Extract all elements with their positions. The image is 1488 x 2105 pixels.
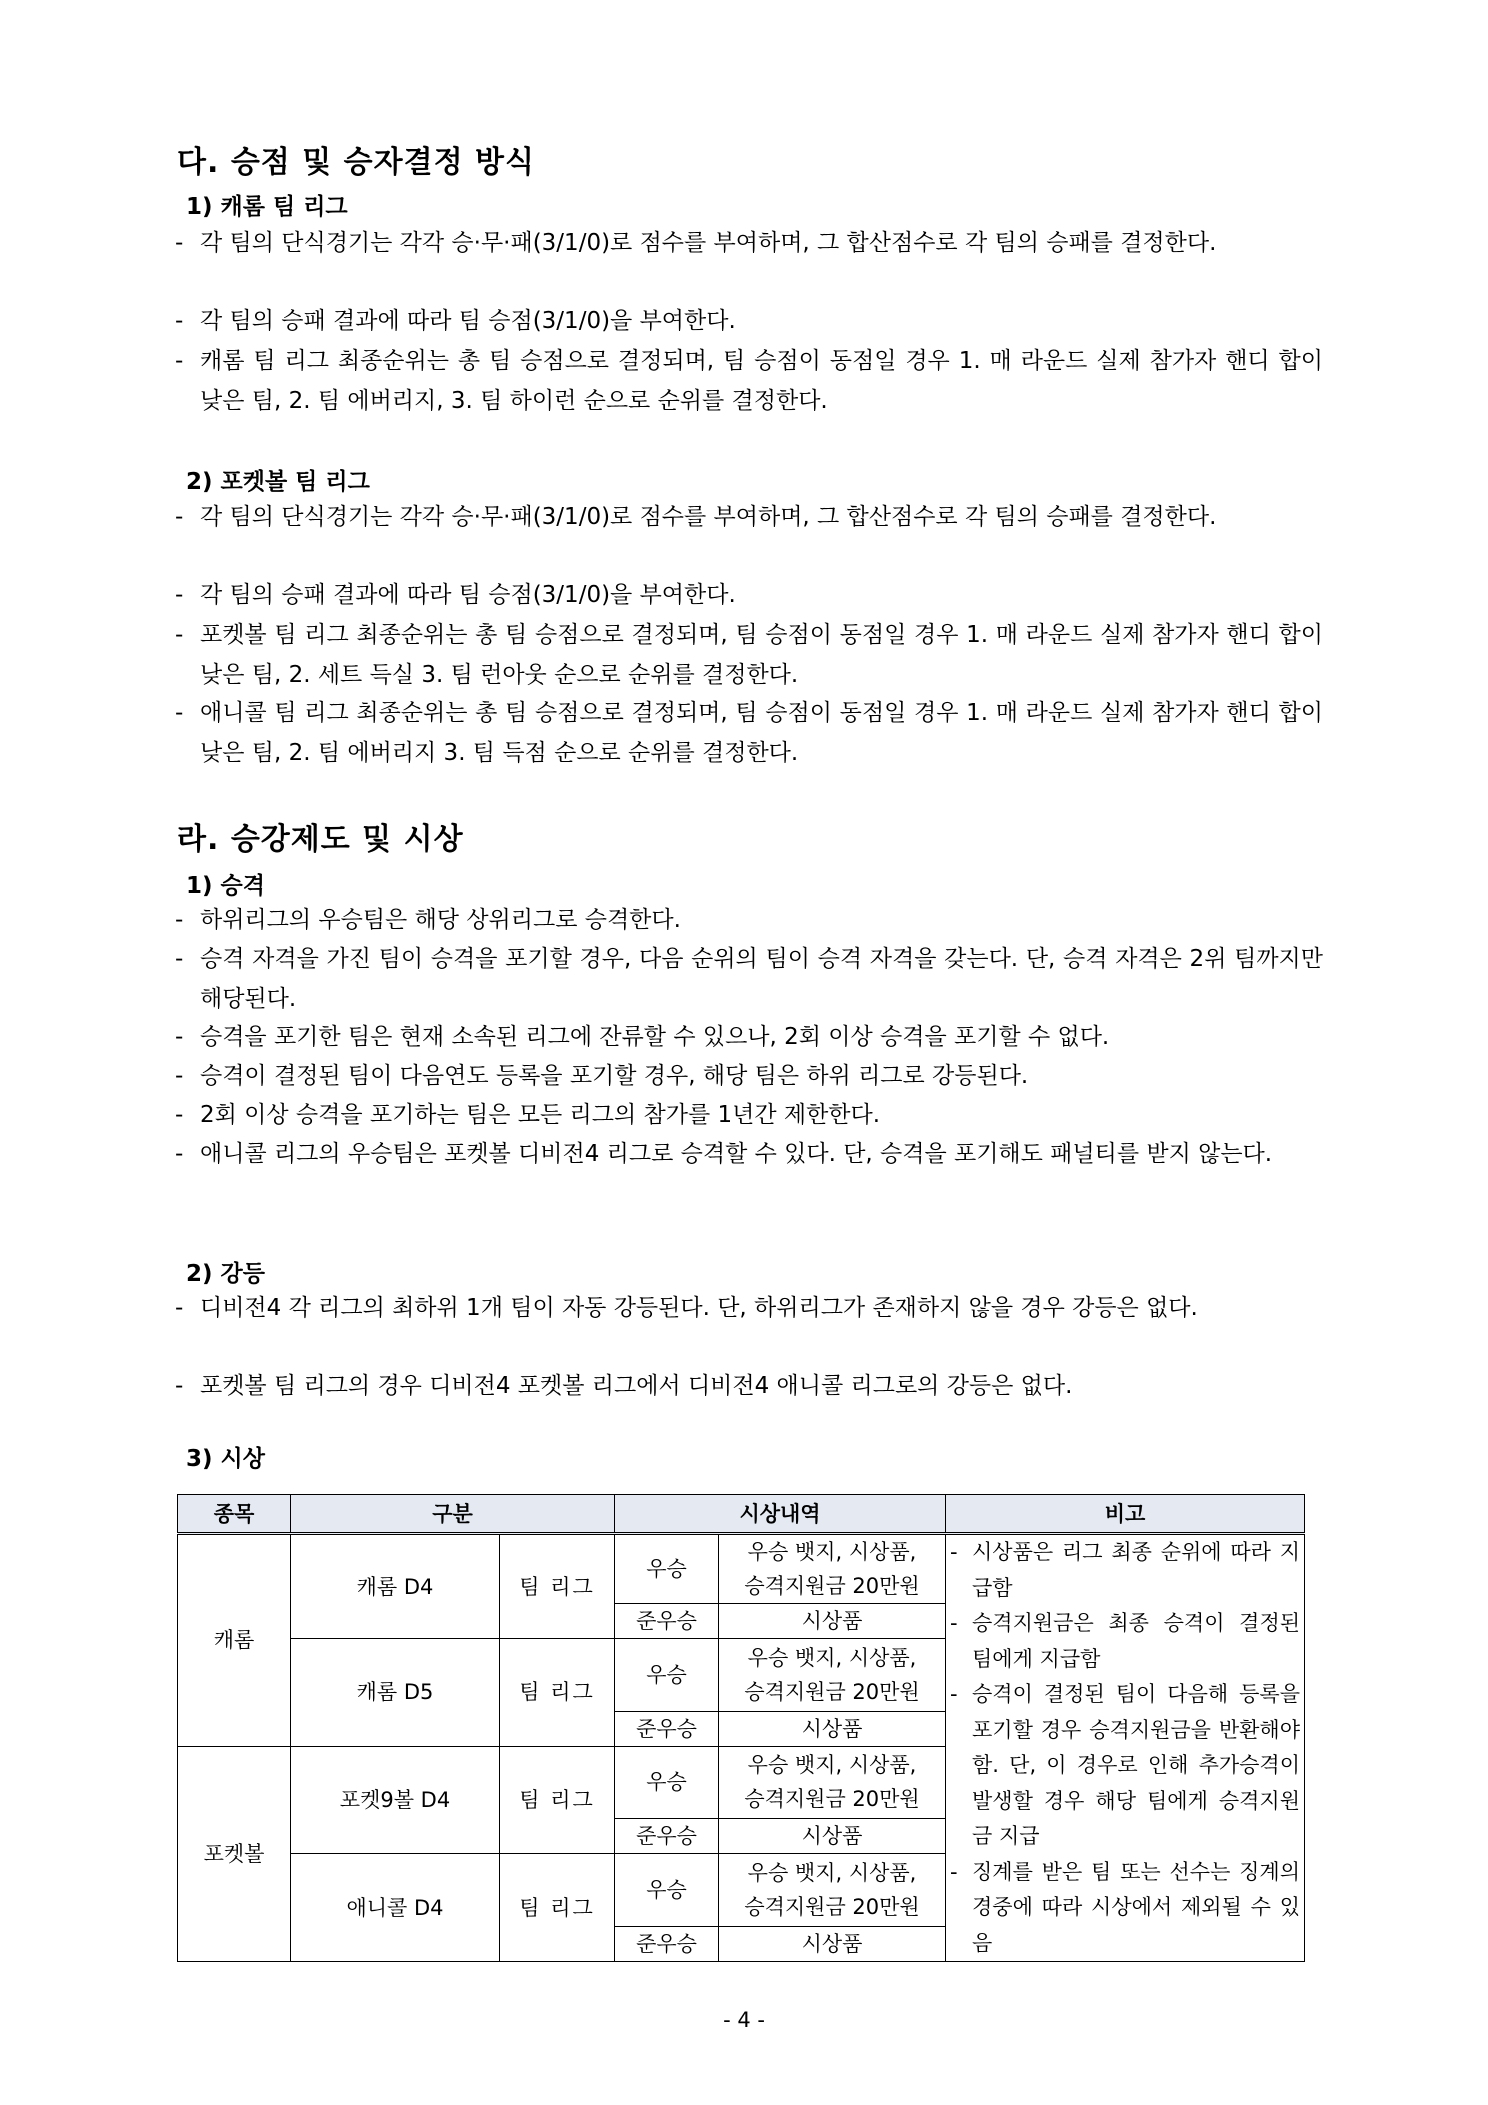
rank-cell: 준우승 (615, 1711, 719, 1746)
prize-cell: 시상품 (719, 1819, 946, 1854)
subheading-relegation: 2) 강등 (186, 1261, 265, 1287)
notes-cell (946, 1534, 1305, 1962)
category-cell: 캐롬 (178, 1534, 291, 1747)
rank-cell: 준우승 (615, 1819, 719, 1854)
rank-cell: 우승 (615, 1746, 719, 1819)
rank-cell: 우승 (615, 1534, 719, 1604)
subheading-awards: 3) 시상 (186, 1446, 265, 1472)
awards-table (177, 1494, 1305, 1962)
subheading-carom-team-league: 1) 캐롬 팀 리그 (186, 194, 348, 220)
prize-cell: 우승 뱃지, 시상품, 승격지원금 20만원 (719, 1639, 946, 1712)
list-item: - 디비전4 각 리그의 최하위 1개 팀이 자동 강등된다. 단, 하위리그가 존재하지 않을 경우 강등은 없다. (175, 1295, 1198, 1321)
list-item: - 각 팀의 승패 결과에 따라 팀 승점(3/1/0)을 부여한다. (175, 582, 736, 608)
note-item: - 승격지원금은 최종 승격이 결정된 팀에게 지급함 (950, 1611, 1301, 1671)
table-row (178, 1534, 1305, 1604)
category-cell: 포켓볼 (178, 1746, 291, 1961)
league-type-cell: 팀 리그 (500, 1746, 615, 1854)
page-number: - 4 - (723, 2008, 765, 2032)
rank-cell: 준우승 (615, 1927, 719, 1962)
prize-cell: 시상품 (719, 1604, 946, 1639)
prize-cell: 우승 뱃지, 시상품, 승격지원금 20만원 (719, 1854, 946, 1927)
list-item: - 애니콜 팀 리그 최종순위는 총 팀 승점으로 결정되며, 팀 승점이 동점일 경우 1. 매 라운드 실제 참가자 핸디 합이 낮은 팀, 2. 팀 에버리지 3. 팀 득점 순으로 순위를 결정한다. (175, 700, 1323, 766)
subheading-promotion: 1) 승격 (186, 873, 265, 899)
league-type-cell: 팀 리그 (500, 1534, 615, 1639)
column-header: 비고 (946, 1495, 1305, 1534)
list-item: - 캐롬 팀 리그 최종순위는 총 팀 승점으로 결정되며, 팀 승점이 동점일 경우 1. 매 라운드 실제 참가자 핸디 합이 낮은 팀, 2. 팀 에버리지, 3. 팀 하이런 순으로 순위를 결정한다. (175, 348, 1323, 414)
list-item: - 각 팀의 단식경기는 각각 승·무·패(3/1/0)로 점수를 부여하며, 그 합산점수로 각 팀의 승패를 결정한다. (175, 504, 1217, 530)
list-item: - 승격이 결정된 팀이 다음연도 등록을 포기할 경우, 해당 팀은 하위 리그로 강등된다. (175, 1063, 1029, 1089)
prize-cell: 우승 뱃지, 시상품, 승격지원금 20만원 (719, 1534, 946, 1604)
list-item: - 2회 이상 승격을 포기하는 팀은 모든 리그의 참가를 1년간 제한한다. (175, 1102, 881, 1128)
list-item: - 포켓볼 팀 리그 최종순위는 총 팀 승점으로 결정되며, 팀 승점이 동점일 경우 1. 매 라운드 실제 참가자 핸디 합이 낮은 팀, 2. 세트 득실 3. 팀 런아웃 순으로 순위를 결정한다. (175, 622, 1323, 688)
subheading-pocket-team-league: 2) 포켓볼 팀 리그 (186, 469, 370, 495)
list-item: - 애니콜 리그의 우승팀은 포켓볼 디비전4 리그로 승격할 수 있다. 단, 승격을 포기해도 패널티를 받지 않는다. (175, 1141, 1273, 1167)
section-title-scoring: 다. 승점 및 승자결정 방식 (177, 145, 535, 180)
rank-cell: 준우승 (615, 1604, 719, 1639)
league-name-cell: 애니콜 D4 (291, 1854, 500, 1962)
league-name-cell: 포켓9볼 D4 (291, 1746, 500, 1854)
section-title-promotion-awards: 라. 승강제도 및 시상 (177, 822, 464, 857)
league-type-cell: 팀 리그 (500, 1854, 615, 1962)
league-type-cell: 팀 리그 (500, 1639, 615, 1747)
column-header: 종목 (178, 1495, 291, 1534)
league-name-cell: 캐롬 D4 (291, 1534, 500, 1639)
prize-cell: 시상품 (719, 1927, 946, 1962)
league-name-cell: 캐롬 D5 (291, 1639, 500, 1747)
rank-cell: 우승 (615, 1639, 719, 1712)
prize-cell: 우승 뱃지, 시상품, 승격지원금 20만원 (719, 1746, 946, 1819)
list-item: - 포켓볼 팀 리그의 경우 디비전4 포켓볼 리그에서 디비전4 애니콜 리그로의 강등은 없다. (175, 1373, 1073, 1399)
prize-cell: 시상품 (719, 1711, 946, 1746)
note-item: - 시상품은 리그 최종 순위에 따라 지급함 (950, 1540, 1301, 1600)
list-item: - 하위리그의 우승팀은 해당 상위리그로 승격한다. (175, 907, 681, 933)
list-item: - 각 팀의 단식경기는 각각 승·무·패(3/1/0)로 점수를 부여하며, 그 합산점수로 각 팀의 승패를 결정한다. (175, 230, 1217, 256)
table-header-row (178, 1495, 1305, 1534)
list-item: - 승격을 포기한 팀은 현재 소속된 리그에 잔류할 수 있으나, 2회 이상 승격을 포기할 수 없다. (175, 1024, 1110, 1050)
rank-cell: 우승 (615, 1854, 719, 1927)
list-item: - 승격 자격을 가진 팀이 승격을 포기할 경우, 다음 순위의 팀이 승격 자격을 갖는다. 단, 승격 자격은 2위 팀까지만 해당된다. (175, 946, 1323, 1012)
note-item: - 징계를 받은 팀 또는 선수는 징계의 경중에 따라 시상에서 제외될 수 있음 (950, 1859, 1301, 1955)
list-item: - 각 팀의 승패 결과에 따라 팀 승점(3/1/0)을 부여한다. (175, 308, 736, 334)
note-item: - 승격이 결정된 팀이 다음해 등록을 포기할 경우 승격지원금을 반환해야 함. 단, 이 경우로 인해 추가승격이 발생할 경우 해당 팀에게 승격지원금 지급 (950, 1682, 1301, 1848)
column-header: 시상내역 (615, 1495, 946, 1534)
column-header: 구분 (291, 1495, 615, 1534)
